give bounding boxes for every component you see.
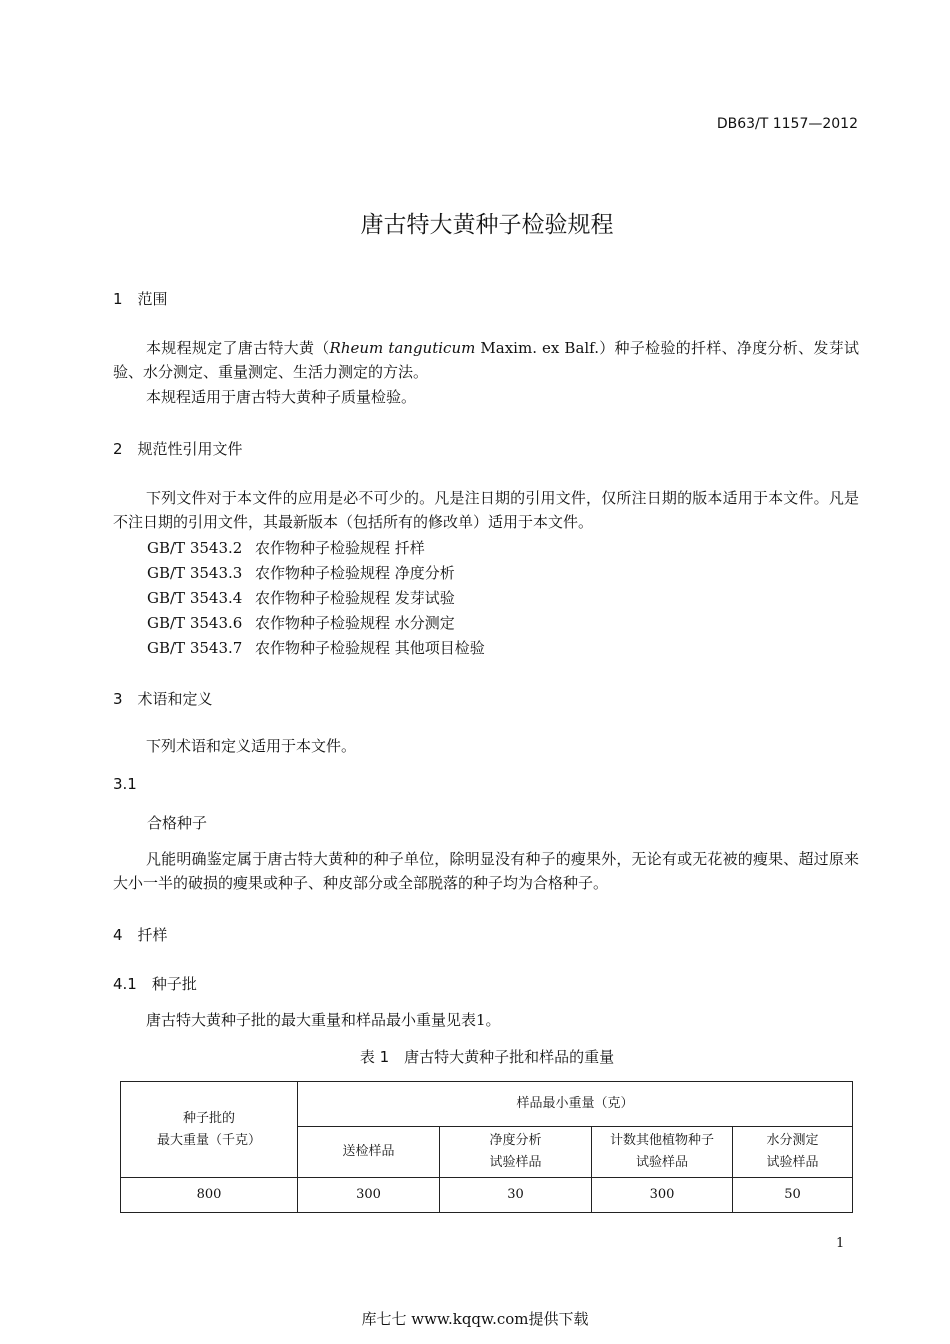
section-3-heading: 3 术语和定义 bbox=[113, 690, 213, 708]
table-cell: 30 bbox=[440, 1178, 592, 1213]
reference-item: GB/T 3543.3 农作物种子检验规程 净度分析 bbox=[147, 564, 455, 582]
table-cell: 50 bbox=[733, 1178, 853, 1213]
table-cell: 300 bbox=[298, 1178, 440, 1213]
document-id: DB63/T 1157—2012 bbox=[716, 116, 858, 132]
section-4-paragraph: 唐古特大黄种子批的最大重量和样品最小重量见表1。 bbox=[146, 1011, 501, 1029]
table-row bbox=[121, 1178, 853, 1213]
section-2-heading: 2 规范性引用文件 bbox=[113, 440, 243, 458]
table-subheader: 水分测定 试验样品 bbox=[733, 1127, 853, 1178]
subsection-3-1-number: 3.1 bbox=[113, 775, 137, 793]
section-1-paragraph-2: 本规程适用于唐古特大黄种子质量检验。 bbox=[146, 388, 417, 406]
reference-item: GB/T 3543.6 农作物种子检验规程 水分测定 bbox=[147, 614, 455, 632]
subsection-4-1-heading: 4.1 种子批 bbox=[113, 975, 197, 993]
section-1-heading: 1 范围 bbox=[113, 290, 168, 308]
table-subheader: 净度分析 试验样品 bbox=[440, 1127, 592, 1178]
document-title: 唐古特大黄种子检验规程 bbox=[360, 212, 614, 238]
page-number: 1 bbox=[836, 1236, 845, 1251]
latin-name: Rheum tanguticum bbox=[329, 339, 476, 357]
reference-item: GB/T 3543.2 农作物种子检验规程 扦样 bbox=[147, 539, 425, 557]
seed-lot-table bbox=[120, 1081, 853, 1213]
footer-watermark: 库七七 www.kqqw.com提供下载 bbox=[361, 1310, 589, 1328]
reference-item: GB/T 3543.4 农作物种子检验规程 发芽试验 bbox=[147, 589, 455, 607]
section-1-paragraph-1: 本规程规定了唐古特大黄（Rheum tanguticum Maxim. ex Balf.）种子检验的扦样、净度分析、发芽试验、水分测定、重量测定、生活力测定的方法。 bbox=[113, 339, 859, 381]
table-cell: 300 bbox=[592, 1178, 733, 1213]
section-2-paragraph: 下列文件对于本文件的应用是必不可少的。凡是注日期的引用文件，仅所注日期的版本适用于本文件。凡是不注日期的引用文件，其最新版本（包括所有的修改单）适用于本文件。 bbox=[113, 489, 859, 531]
table-caption: 表 1 唐古特大黄种子批和样品的重量 bbox=[359, 1048, 615, 1066]
table-subheader: 送检样品 bbox=[298, 1127, 440, 1178]
table-header-sample-weight: 样品最小重量（克） bbox=[298, 1082, 853, 1127]
term-definition: 凡能明确鉴定属于唐古特大黄种的种子单位，除明显没有种子的瘦果外，无论有或无花被的瘦果、超过原来大小一半的破损的瘦果或种子、种皮部分或全部脱落的种子均为合格种子。 bbox=[113, 850, 859, 892]
table-header-lot-weight: 种子批的 最大重量（千克） bbox=[121, 1082, 298, 1178]
section-3-paragraph: 下列术语和定义适用于本文件。 bbox=[146, 737, 357, 755]
section-4-heading: 4 扦样 bbox=[113, 926, 168, 944]
table-cell: 800 bbox=[121, 1178, 298, 1213]
table-subheader: 计数其他植物种子 试验样品 bbox=[592, 1127, 733, 1178]
reference-item: GB/T 3543.7 农作物种子检验规程 其他项目检验 bbox=[147, 639, 485, 657]
term-heading: 合格种子 bbox=[147, 814, 208, 832]
